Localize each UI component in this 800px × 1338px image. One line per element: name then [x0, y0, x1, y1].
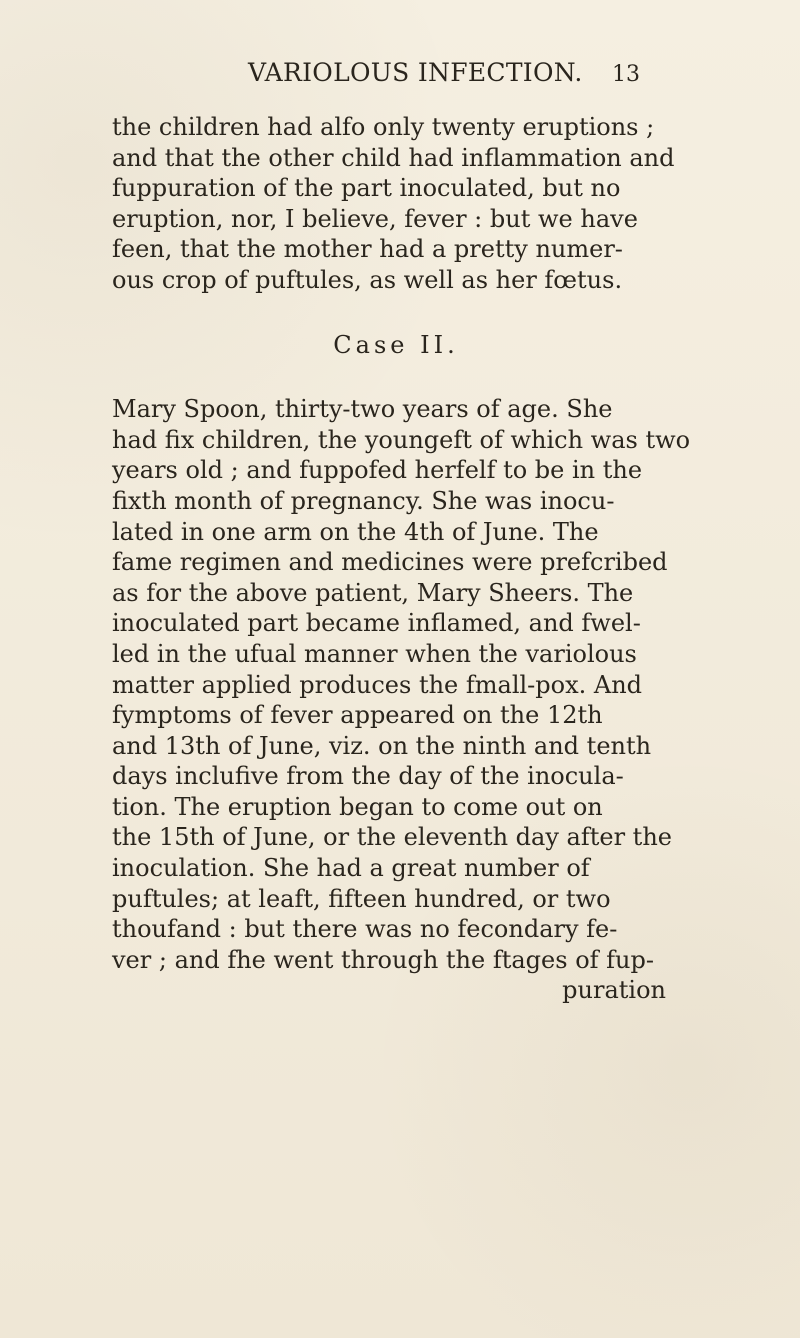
paragraph-line-11: fymptoms of fever appeared on the 12th	[112, 701, 603, 730]
page-number: 13	[612, 62, 640, 87]
running-head: VARIOLOUS INFECTION.	[248, 58, 583, 87]
text-line-4: eruption, nor, I believe, fever : but we have	[112, 204, 638, 233]
text-line-5: feen, that the mother had a pretty numer-	[112, 235, 623, 264]
paragraph-line-17: puftules; at leaft, fifteen hundred, or two	[112, 884, 611, 913]
paragraph-line-9: led in the ufual manner when the variolous	[112, 639, 637, 668]
paragraph-line-2: had fix children, the youngeft of which was two	[112, 425, 691, 454]
text-line-2: and that the other child had inflammation and	[112, 143, 675, 172]
text-line-3: fuppuration of the part inoculated, but no	[112, 174, 621, 203]
paragraph-line-12: and 13th of June, viz. on the ninth and tenth	[112, 731, 652, 760]
paragraph-line-15: the 15th of June, or the eleventh day after the	[112, 823, 672, 852]
section-spacer	[112, 296, 668, 330]
paragraph-line-3: years old ; and fuppofed herfelf to be in the	[112, 456, 643, 485]
page-header	[0, 58, 800, 98]
paragraph-line-7: as for the above patient, Mary Sheers. The	[112, 578, 634, 607]
paragraph-line-19: ver ; and fhe went through the ftages of fup-	[112, 945, 654, 974]
paragraph-line-4: fixth month of pregnancy. She was inocu-	[112, 486, 615, 515]
paragraph-line-8: inoculated part became inflamed, and fwel-	[112, 609, 641, 638]
paragraph-line-13: days inclufive from the day of the inocula-	[112, 762, 624, 791]
heading-spacer	[112, 360, 668, 394]
paragraph-line-5: lated in one arm on the 4th of June. The	[112, 517, 599, 546]
text-line-6: ous crop of puftules, as well as her fœtus.	[112, 265, 623, 294]
case-heading: Case II.	[333, 330, 459, 359]
paragraph-line-16: inoculation. She had a great number of	[112, 854, 590, 883]
paragraph-line-1: Mary Spoon, thirty-two years of age. She	[112, 395, 613, 424]
paragraph-line-14: tion. The eruption began to come out on	[112, 792, 603, 821]
text-line-1: the children had alfo only twenty eruptions ;	[112, 113, 655, 141]
paragraph-line-10: matter applied produces the fmall-pox. And	[112, 670, 643, 699]
page-text	[112, 112, 691, 1006]
paragraph-line-18: thoufand : but there was no fecondary fe-	[112, 915, 618, 944]
paragraph-line-6: fame regimen and medicines were prefcribed	[112, 548, 668, 577]
paragraph-last-line: puration	[562, 976, 666, 1005]
